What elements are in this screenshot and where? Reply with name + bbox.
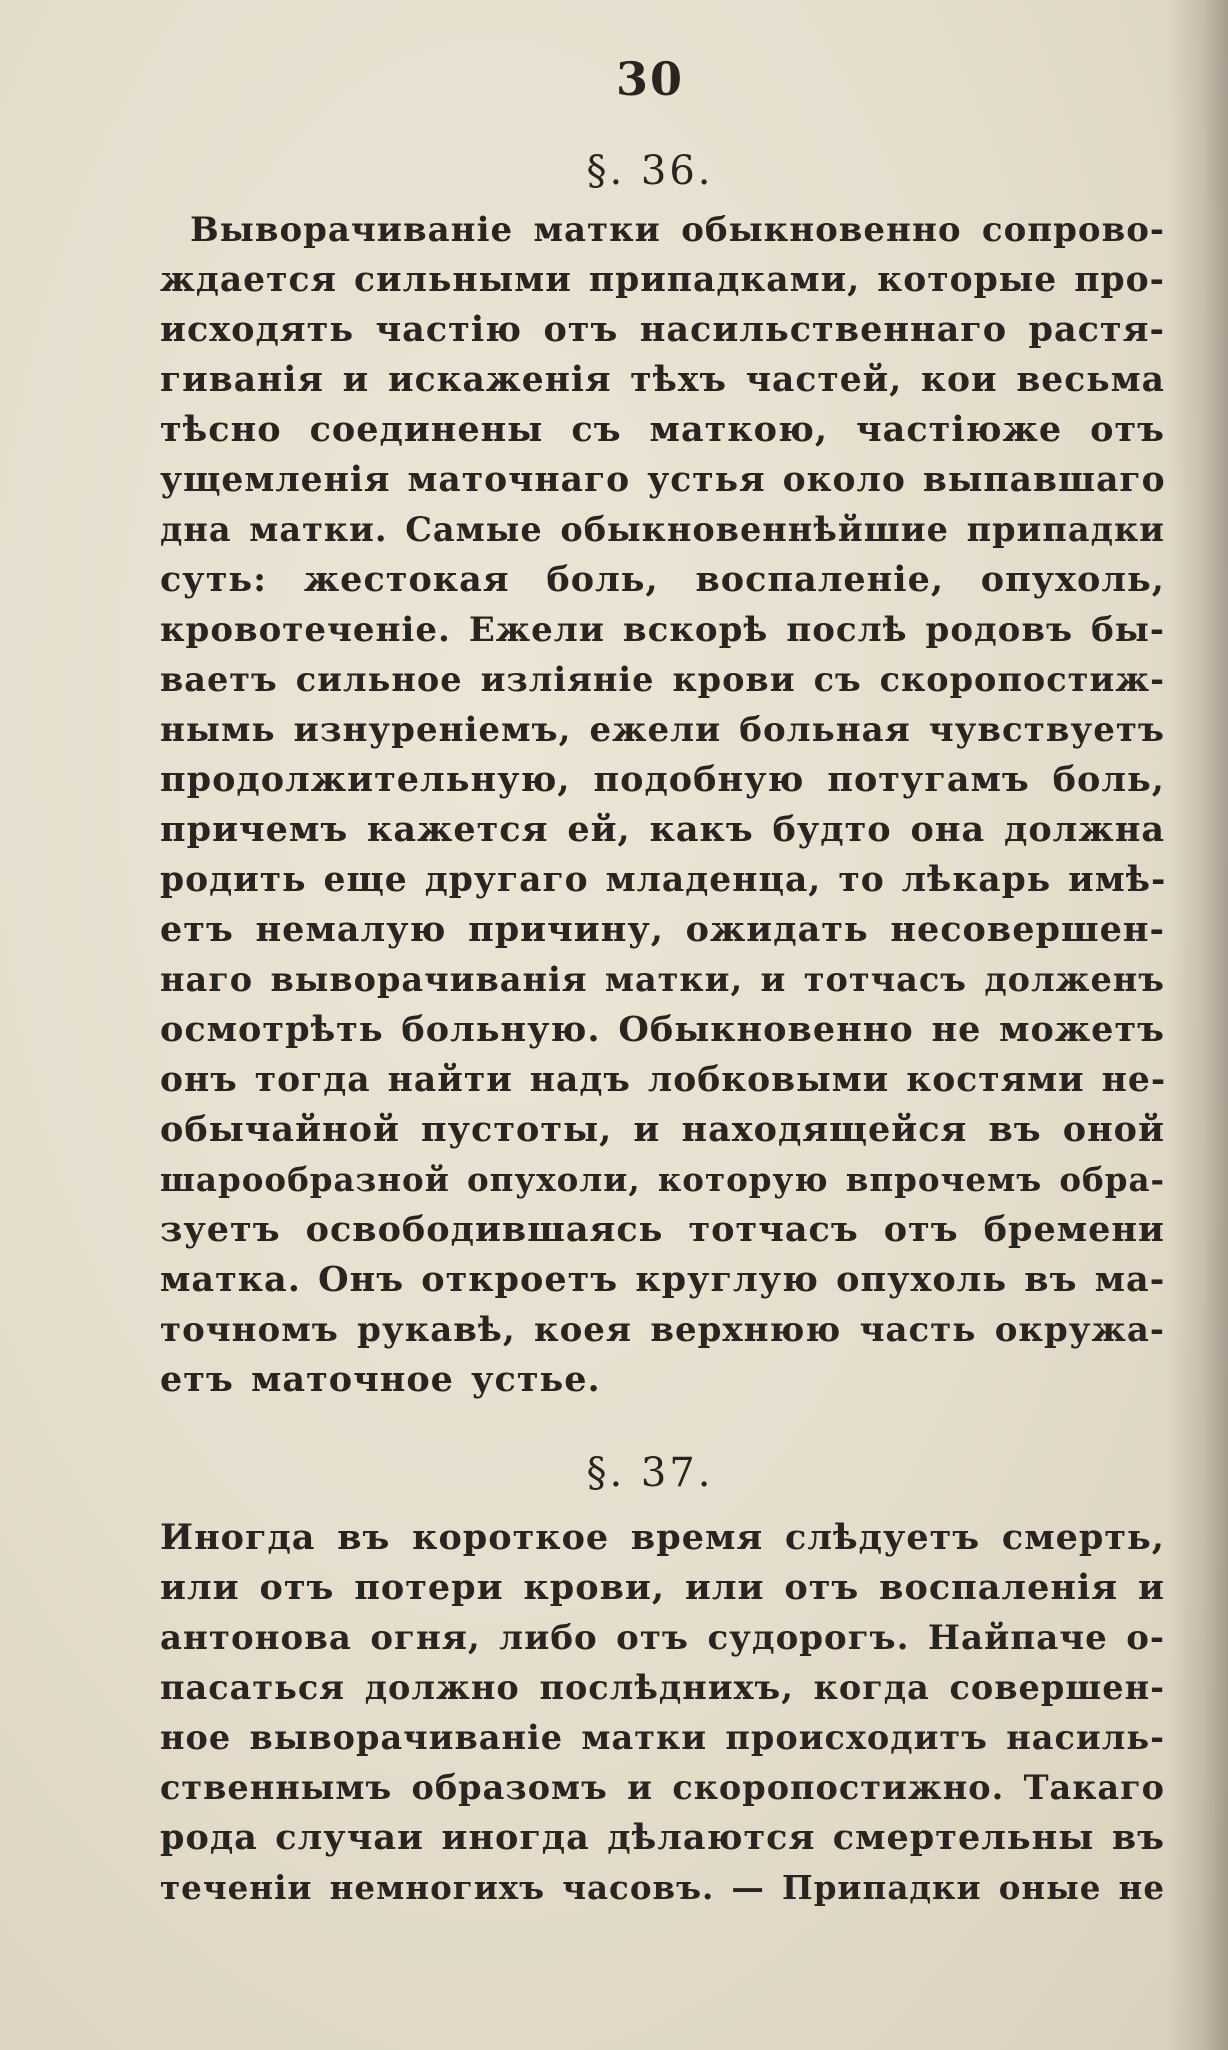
text-line: тѣсно соединены съ маткою, частiюже отъ <box>160 409 1165 450</box>
text-line: обычайной пустоты, и находящейся въ оной <box>160 1109 1165 1150</box>
text-line: онъ тогда найти надъ лобковыми костями не- <box>160 1060 1167 1100</box>
text-line: шарообразной опухоли, которую впрочемъ обра- <box>160 1160 1165 1199</box>
text-line: рода случаи иногда дѣлаются смертельны въ <box>160 1817 1165 1858</box>
text-line: етъ немалую причину, ожидать несовершен- <box>160 909 1165 950</box>
section-heading-36: §. 36. <box>586 148 714 194</box>
text-line: Выворачиванiе матки обыкновенно сопрово- <box>190 210 1165 250</box>
paragraph-section-37 <box>160 1513 1165 1913</box>
page-number: 30 <box>615 52 684 106</box>
text-line: точномъ рукавѣ, коея верхнюю часть окружа- <box>160 1310 1165 1350</box>
text-line: причемъ кажется ей, какъ будто она должна <box>160 809 1165 850</box>
text-line: етъ маточное устье. <box>160 1359 601 1400</box>
text-line: ущемленiя маточнаго устья около выпавшаго <box>160 460 1166 500</box>
text-line: дна матки. Самые обыкновеннѣйшие припадки <box>160 510 1165 549</box>
text-line: антонова огня, либо отъ судорогъ. Найпаче о- <box>160 1618 1165 1658</box>
paragraph-section-36 <box>160 205 1165 1405</box>
text-line: зуетъ освободившаясь тотчасъ отъ бремени <box>160 1209 1165 1250</box>
text-line: нымь изнуренiемъ, ежели больная чувствуетъ <box>160 710 1165 750</box>
text-line: Иногда въ короткое время слѣдуетъ смерть, <box>160 1517 1165 1558</box>
text-line: пасаться должно послѣднихъ, когда совершен- <box>160 1668 1165 1707</box>
text-line: ваетъ сильное излiянiе крови съ скоропостиж- <box>160 660 1165 699</box>
text-line: матка. Онъ откроетъ круглую опухоль въ ма- <box>160 1259 1166 1300</box>
text-line: продолжительную, подобную потугамъ боль, <box>160 759 1165 800</box>
text-line: родить еще другаго младенца, то лѣкарь имѣ- <box>160 860 1167 900</box>
spine-shadow <box>1168 0 1228 2050</box>
text-line: или отъ потери крови, или отъ воспаленiя и <box>160 1567 1165 1608</box>
text-line: теченiи немногихъ часовъ. — Припадки оные не <box>160 1868 1165 1907</box>
text-line: ное выворачиванiе матки происходитъ насиль- <box>160 1718 1165 1757</box>
text-line: ждается сильными припадками, которые про- <box>160 260 1165 300</box>
text-line: ственнымъ образомъ и скоропостижно. Такаго <box>160 1768 1165 1807</box>
text-line: кровотеченiе. Ежели вскорѣ послѣ родовъ бы- <box>160 610 1165 650</box>
text-line: наго выворачиванiя матки, и тотчасъ долженъ <box>160 960 1165 999</box>
text-line: суть: жестокая боль, воспаленiе, опухоль, <box>160 559 1165 600</box>
text-line: исходять частiю отъ насильственнаго растя- <box>160 309 1165 350</box>
section-heading-37: §. 37. <box>586 1450 714 1496</box>
text-line: гиванiя и искаженiя тѣхъ частей, кои весьма <box>160 360 1165 400</box>
text-line: осмотрѣть больную. Обыкновенно не можетъ <box>160 1009 1165 1050</box>
